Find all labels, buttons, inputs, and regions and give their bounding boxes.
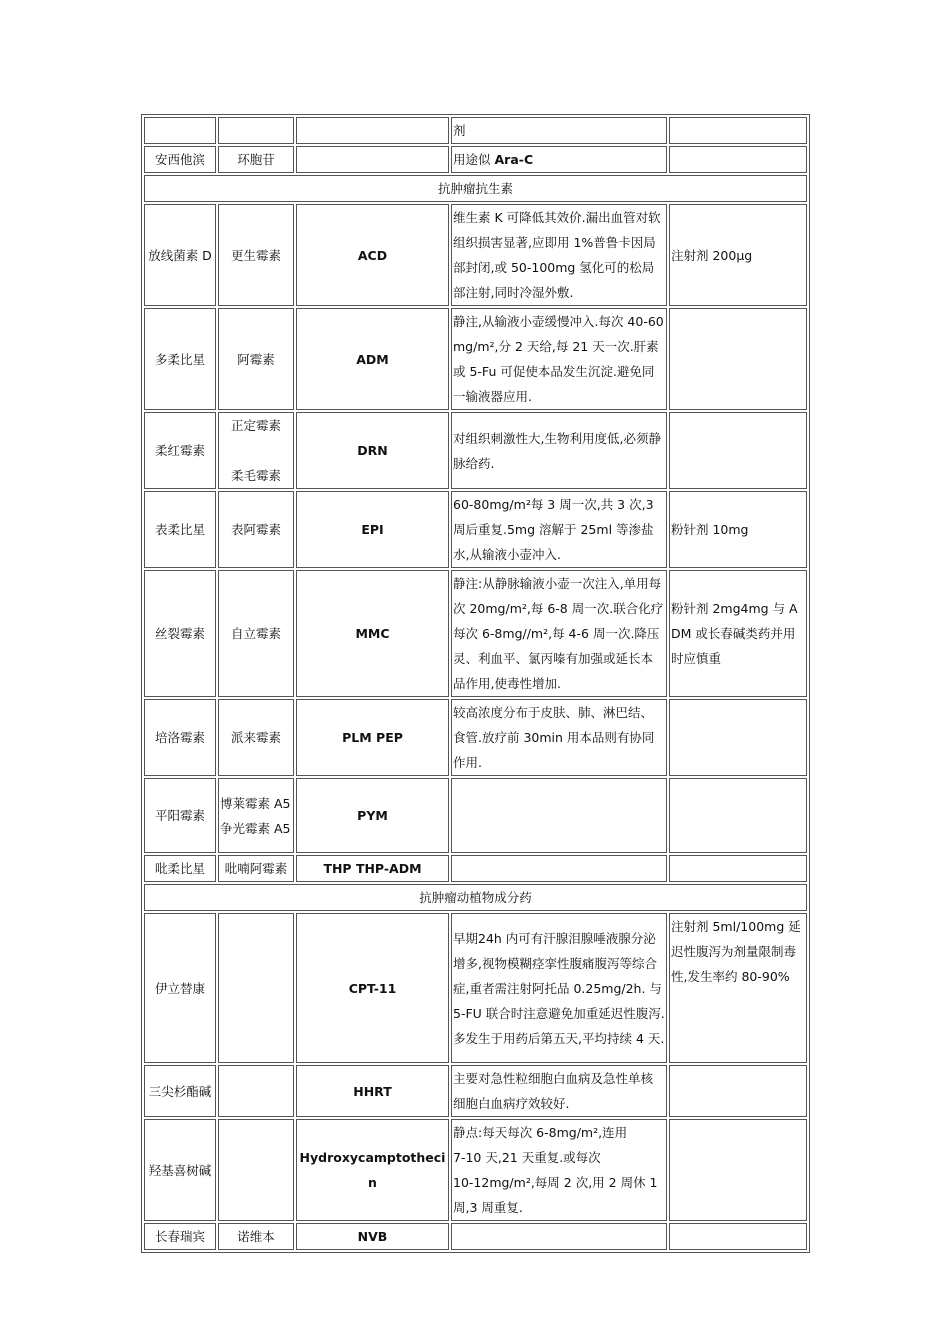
dosage-cell — [669, 855, 807, 882]
section-row — [144, 175, 807, 202]
note-cell: 较高浓度分布于皮肤、肺、淋巴结、食管.放疗前 30min 用本品则有协同作用. — [451, 699, 667, 776]
note-bold: Ara-C — [494, 152, 534, 167]
dosage-cell — [669, 778, 807, 853]
alias-cell: 环胞苷 — [218, 146, 294, 173]
note-prefix: 用途似 — [453, 152, 495, 167]
alias-cell: 正定霉素 柔毛霉素 — [218, 412, 294, 489]
note-cell — [451, 855, 667, 882]
alias-cell: 吡喃阿霉素 — [218, 855, 294, 882]
abbreviation-cell: PLM PEP — [296, 699, 449, 776]
generic-name-cell: 表柔比星 — [144, 491, 216, 568]
generic-name-cell: 柔红霉素 — [144, 412, 216, 489]
generic-name-cell: 放线菌素 D — [144, 204, 216, 306]
dosage-cell — [669, 117, 807, 144]
alias-cell: 诺维本 — [218, 1223, 294, 1250]
section-row — [144, 884, 807, 911]
dosage-cell — [669, 308, 807, 410]
abbreviation-cell — [296, 117, 449, 144]
alias-cell — [218, 1065, 294, 1117]
note-cell: 60-80mg/m²每 3 周一次,共 3 次,3 周后重复.5mg 溶解于 25ml 等渗盐水,从输液小壶冲入. — [451, 491, 667, 568]
abbreviation-cell: ACD — [296, 204, 449, 306]
note-cell: 静点:每天每次 6-8mg/m²,连用 7-10 天,21 天重复.或每次 10-12mg/m²,每周 2 次,用 2 周休 1 周,3 周重复. — [451, 1119, 667, 1221]
note-cell — [451, 778, 667, 853]
alias-cell — [218, 117, 294, 144]
alias-cell — [218, 1119, 294, 1221]
dosage-cell: 粉针剂 10mg — [669, 491, 807, 568]
alias-cell: 更生霉素 — [218, 204, 294, 306]
generic-name-cell: 安西他滨 — [144, 146, 216, 173]
table-row — [144, 308, 807, 410]
note-cell: 剂 — [451, 117, 667, 144]
section-title: 抗肿瘤抗生素 — [144, 175, 807, 202]
section-title: 抗肿瘤动植物成分药 — [144, 884, 807, 911]
table-row — [144, 699, 807, 776]
generic-name-cell: 伊立替康 — [144, 913, 216, 1063]
abbreviation-cell: NVB — [296, 1223, 449, 1250]
generic-name-cell: 培洛霉素 — [144, 699, 216, 776]
dosage-cell — [669, 1223, 807, 1250]
dosage-cell — [669, 1065, 807, 1117]
abbreviation-cell: DRN — [296, 412, 449, 489]
note-cell: 主要对急性粒细胞白血病及急性单核细胞白血病疗效较好. — [451, 1065, 667, 1117]
generic-name-cell: 平阳霉素 — [144, 778, 216, 853]
generic-name-cell: 羟基喜树碱 — [144, 1119, 216, 1221]
dosage-cell: 粉针剂 2mg4mg 与 ADM 或长春碱类药并用时应慎重 — [669, 570, 807, 697]
abbreviation-cell — [296, 146, 449, 173]
abbreviation-cell: EPI — [296, 491, 449, 568]
table-row — [144, 204, 807, 306]
table-row — [144, 913, 807, 1063]
table-row — [144, 855, 807, 882]
dosage-cell: 注射剂 200μg — [669, 204, 807, 306]
alias-cell — [218, 913, 294, 1063]
note-cell: 早期24h 内可有汗腺泪腺唾液腺分泌增多,视物模糊痉挛性腹痛腹泻等综合症,重者需注射阿托品 0.25mg/2h. 与 5-FU 联合时注意避免加重延迟性腹泻.多发生于用药后第五天,平均持续 4 天. — [451, 913, 667, 1063]
alias-cell: 自立霉素 — [218, 570, 294, 697]
generic-name-cell: 丝裂霉素 — [144, 570, 216, 697]
note-cell: 静注:从静脉输液小壶一次注入,单用每次 20mg/m²,每 6-8 周一次.联合化疗每次 6-8mg//m²,每 4-6 周一次.降压灵、利血平、氯丙嗪有加强或延长本品作用,使毒性增加. — [451, 570, 667, 697]
note-cell: 维生素 K 可降低其效价.漏出血管对软组织损害显著,应即用 1%普鲁卡因局部封闭,或 50-100mg 氢化可的松局部注射,同时冷湿外敷. — [451, 204, 667, 306]
abbreviation-cell: Hydroxycamptothecin — [296, 1119, 449, 1221]
note-cell: 对组织刺激性大,生物利用度低,必须静脉给药. — [451, 412, 667, 489]
table-row — [144, 1223, 807, 1250]
dosage-cell — [669, 1119, 807, 1221]
abbreviation-cell: PYM — [296, 778, 449, 853]
dosage-cell — [669, 146, 807, 173]
alias-cell: 表阿霉素 — [218, 491, 294, 568]
dosage-cell — [669, 412, 807, 489]
generic-name-cell: 吡柔比星 — [144, 855, 216, 882]
note-cell — [451, 146, 667, 173]
abbreviation-cell: THP THP-ADM — [296, 855, 449, 882]
table-row — [144, 570, 807, 697]
table-row — [144, 1119, 807, 1221]
alias-cell: 博莱霉素 A5 争光霉素 A5 — [218, 778, 294, 853]
drug-table — [141, 114, 810, 1253]
table-row — [144, 1065, 807, 1117]
abbreviation-cell: MMC — [296, 570, 449, 697]
dosage-cell — [669, 699, 807, 776]
note-cell — [451, 1223, 667, 1250]
abbreviation-cell: CPT-11 — [296, 913, 449, 1063]
table-row — [144, 146, 807, 173]
generic-name-cell: 长春瑞宾 — [144, 1223, 216, 1250]
table-row — [144, 117, 807, 144]
abbreviation-cell: ADM — [296, 308, 449, 410]
generic-name-cell: 多柔比星 — [144, 308, 216, 410]
generic-name-cell: 三尖杉酯碱 — [144, 1065, 216, 1117]
table-row — [144, 778, 807, 853]
dosage-cell: 注射剂 5ml/100mg 延迟性腹泻为剂量限制毒性,发生率约 80-90% — [669, 913, 807, 1063]
abbreviation-cell: HHRT — [296, 1065, 449, 1117]
table-row — [144, 412, 807, 489]
alias-cell: 派来霉素 — [218, 699, 294, 776]
alias-cell: 阿霉素 — [218, 308, 294, 410]
note-cell: 静注,从输液小壶缓慢冲入.每次 40-60mg/m²,分 2 天给,每 21 天一次.肝素或 5-Fu 可促使本品发生沉淀.避免同一输液器应用. — [451, 308, 667, 410]
generic-name-cell — [144, 117, 216, 144]
table-row — [144, 491, 807, 568]
